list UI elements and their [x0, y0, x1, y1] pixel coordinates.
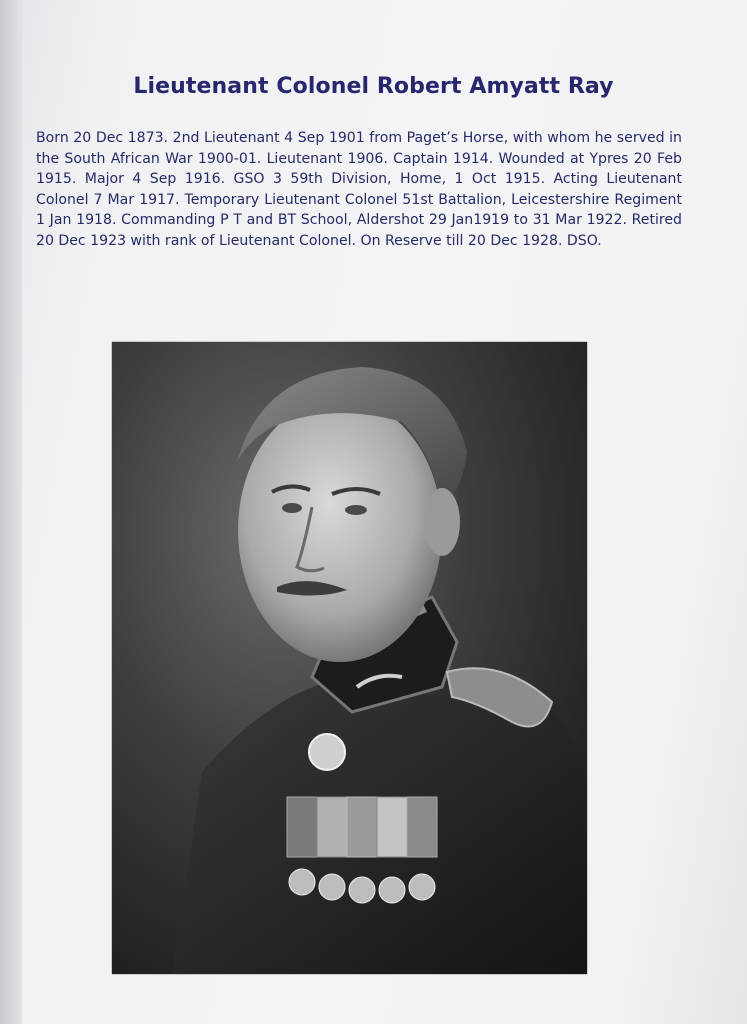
page-gutter-shadow — [0, 0, 22, 1024]
portrait-photograph — [112, 342, 587, 974]
biography-paragraph: Born 20 Dec 1873. 2nd Lieutenant 4 Sep 1901 from Paget’s Horse, with whom he served in the South African War 1900-01. Lieutenant 1906. Captain 1914. Wounded at Ypres 20 Feb 1915. Major 4 Sep 1916. GSO 3 59th Division, Home, 1 Oct 1915. Acting Lieutenant Colonel 7 Mar 1917. Temporary Lieutenant Colonel 51st Battalion, Leicestershire Regiment 1 Jan 1918. Commanding P T and BT School, Aldershot 29 Jan1919 to 31 Mar 1922. Retired 20 Dec 1923 with rank of Lieutenant Colonel. On Reserve till 20 Dec 1928. DSO. — [36, 130, 682, 249]
page-title: Lieutenant Colonel Robert Amyatt Ray — [133, 74, 614, 99]
